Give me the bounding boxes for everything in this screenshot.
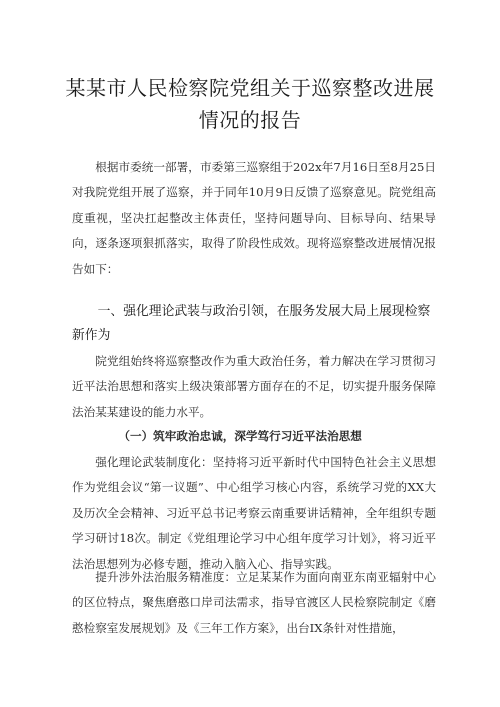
- section-1-heading: 一、强化理论武装与政治引领，在服务发展大局上展现检察新作为: [72, 304, 431, 343]
- subsection-1-heading: （一）筑牢政治忠诚，深学笃行习近平法治思想: [118, 429, 362, 443]
- section-1-intro-paragraph: 院党组始终将巡察整改作为重大政治任务，着力解决在学习贯彻习近平法治思想和落实上级决策部署方面存在的不足，切实提升服务保障法治某某建设的能力水平。: [72, 354, 436, 419]
- document-title-line-1: 某某市人民检察院党组关于巡察整改进展: [65, 76, 435, 100]
- subsection-1-paragraph-2: 提升涉外法治服务精准度：立足某某作为面向南亚东南亚辐射中心的区位特点，聚焦磨憨口岸司法需求，指导官渡区人民检察院制定《磨憨检察室发展规划》及《三年工作方案》，出台IX条针对性措施，: [72, 570, 436, 635]
- document-title-line-2: 情况的报告: [198, 108, 302, 132]
- subsection-1-paragraph-1: 强化理论武装制度化：坚持将习近平新时代中国特色社会主义思想作为党组会议“第一议题”、中心组学习核心内容，系统学习党的XX大及历次全会精神、习近平总书记考察云南重要讲话精神，全年组织专题学习研讨18次。制定《党组理论学习中心组年度学习计划》，将习近平法治思想列为必修专题，推动入脑入心、指导实践。: [72, 455, 436, 571]
- intro-paragraph: 根据市委统一部署，市委第三巡察组于202x年7月16日至8月25日对我院党组开展了巡察，并于同年10月9日反馈了巡察意见。院党组高度重视，坚决扛起整改主体责任，坚持问题导向、目标导向、结果导向，逐条逐项狠抓落实，取得了阶段性成效。现将巡察整改进展情况报告如下：: [72, 160, 436, 276]
